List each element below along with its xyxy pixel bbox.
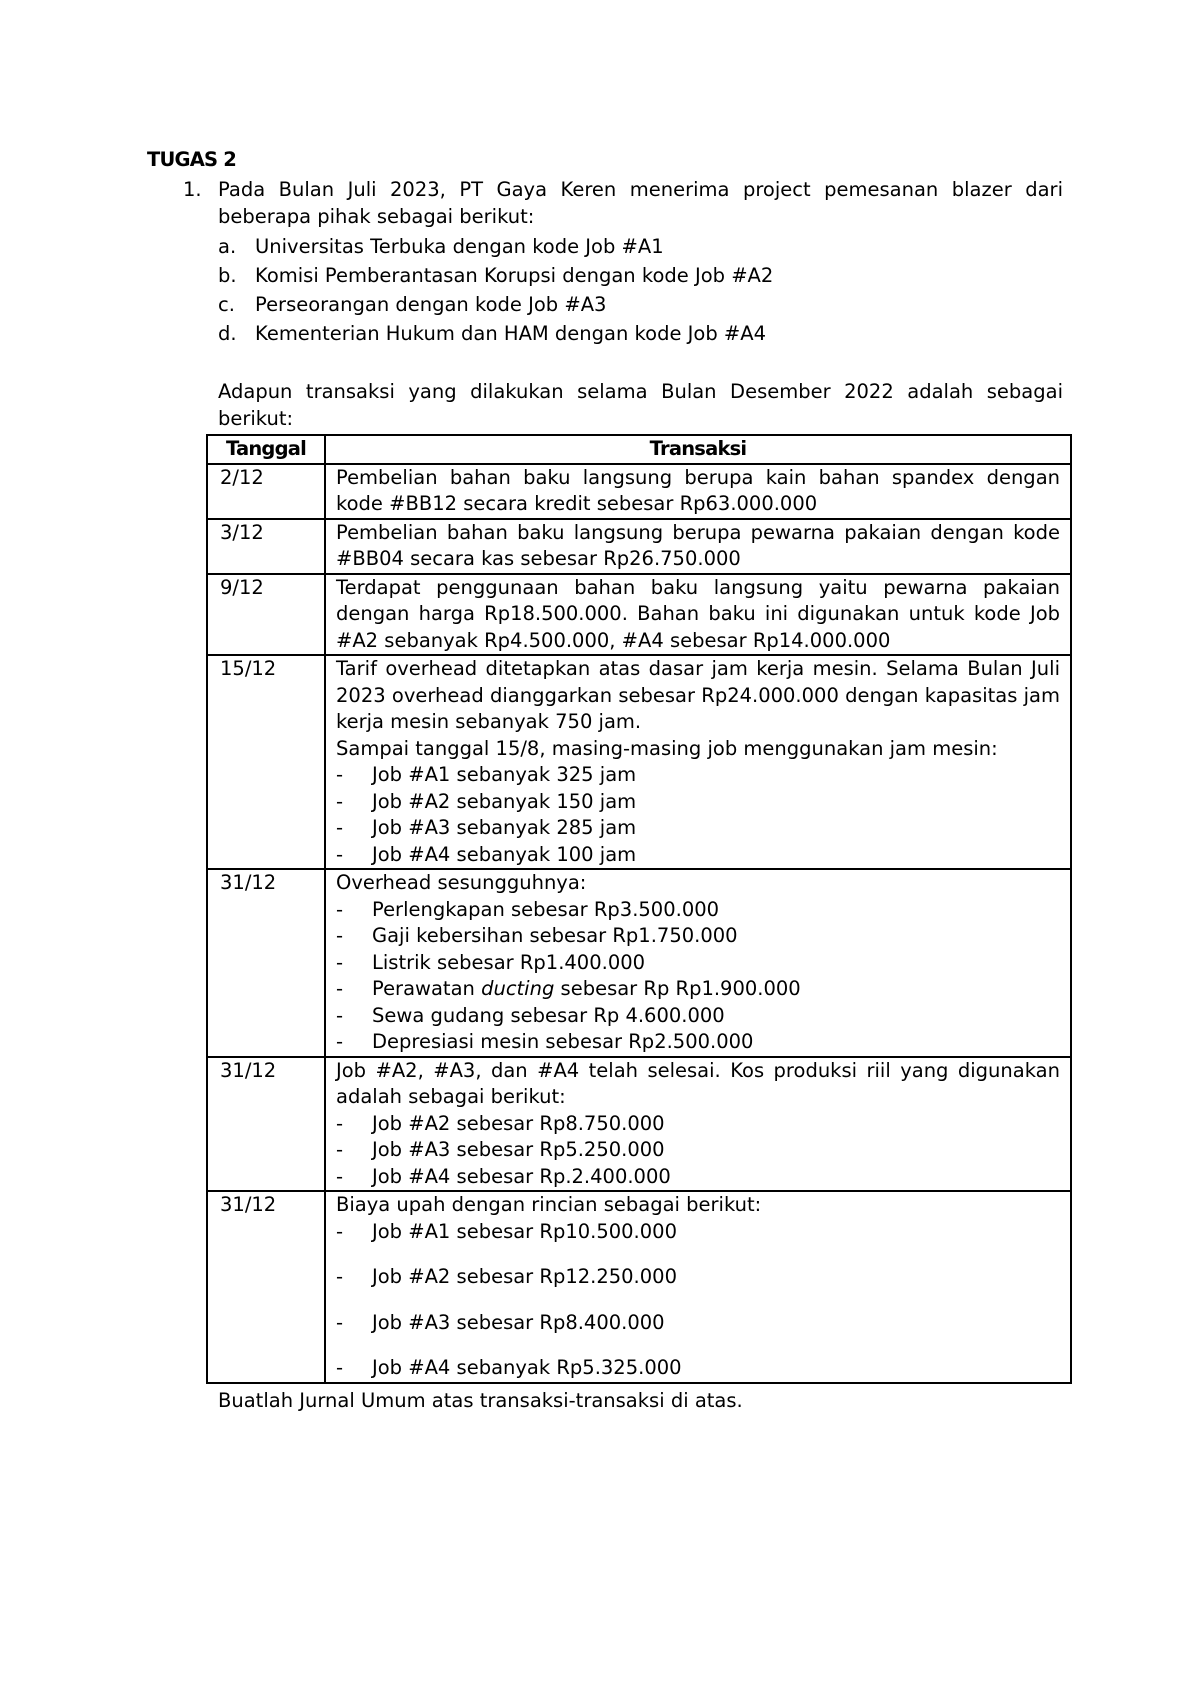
question-text: Pada Bulan Juli 2023, PT Gaya Keren menerima project pemesanan blazer dari beberapa pihak sebagai berikut:: [218, 178, 1063, 228]
transaction-cell: Pembelian bahan baku langsung berupa kain bahan spandex dengan kode #BB12 secara kredit sebesar Rp63.000.000: [325, 464, 1071, 519]
dash-item-text: Job #A4 sebanyak Rp5.325.000: [372, 1356, 682, 1379]
dash-bullet: -: [336, 1164, 344, 1188]
party-text: Kementerian Hukum dan HAM dengan kode Job #A4: [255, 322, 766, 345]
dash-item: [336, 762, 1060, 789]
dash-bullet: -: [336, 1356, 344, 1379]
party-text: Komisi Pemberantasan Korupsi dengan kode Job #A2: [255, 264, 774, 287]
column-header-transaction: Transaksi: [325, 435, 1071, 464]
dash-bullet: -: [336, 1111, 344, 1135]
dash-item-text: Job #A1 sebesar Rp10.500.000: [372, 1219, 677, 1243]
transaction-cell: [325, 869, 1071, 1057]
column-header-date: Tanggal: [207, 435, 325, 464]
dash-item: [336, 1355, 1060, 1382]
question-number: 1.: [183, 178, 202, 201]
party-list: [218, 232, 1063, 348]
ducting-after: sebesar Rp Rp1.900.000: [554, 977, 801, 1000]
dash-bullet: -: [336, 1219, 344, 1243]
date-cell: 3/12: [207, 519, 325, 574]
dash-bullet: -: [336, 897, 344, 921]
dash-item-text: [372, 976, 801, 1003]
transaction-text: Sampai tanggal 15/8, masing-masing job menggunakan jam mesin:: [336, 736, 998, 760]
dash-item: [336, 789, 1060, 816]
list-letter: b.: [218, 264, 237, 287]
dash-item-text: Job #A3 sebesar Rp5.250.000: [372, 1138, 665, 1161]
dash-item-text: Sewa gudang sebesar Rp 4.600.000: [372, 1003, 725, 1027]
instruction-text: Buatlah Jurnal Umum atas transaksi-transaksi di atas.: [218, 1389, 743, 1412]
dash-bullet: -: [336, 1003, 344, 1027]
dash-item: [336, 923, 1060, 950]
dash-item: [336, 1264, 1060, 1291]
dash-item: [336, 1003, 1060, 1030]
intro-paragraph: Adapun transaksi yang dilakukan selama Bulan Desember 2022 adalah sebagai berikut:: [218, 380, 1063, 430]
transaction-cell: Terdapat penggunaan bahan baku langsung yaitu pewarna pakaian dengan harga Rp18.500.000. Bahan baku ini digunakan untuk kode Job #A2 sebanyak Rp4.500.000, #A4 sebesar Rp14.000.000: [325, 574, 1071, 656]
question-1: [183, 177, 1063, 348]
party-text: Perseorangan dengan kode Job #A3: [255, 293, 607, 316]
transaction-cell: Pembelian bahan baku langsung berupa pewarna pakaian dengan kode #BB04 secara kas sebesar Rp26.750.000: [325, 519, 1071, 574]
dash-item-text: Job #A4 sebanyak 100 jam: [372, 842, 637, 866]
transaction-cell: [325, 655, 1071, 869]
dash-item-text: Gaji kebersihan sebesar Rp1.750.000: [372, 924, 738, 947]
dash-bullet: -: [336, 1310, 344, 1334]
transaction-text: Tarif overhead ditetapkan atas dasar jam kerja mesin. Selama Bulan Juli 2023 overhead dianggarkan sebesar Rp24.000.000 dengan kapasitas jam kerja mesin sebanyak 750 jam.: [336, 657, 1060, 733]
dash-item: [336, 950, 1060, 977]
table-row: [207, 464, 1071, 519]
list-item: [218, 290, 1063, 319]
dash-item: [336, 1164, 1060, 1191]
list-item: [218, 261, 1063, 290]
table-row: [207, 1191, 1071, 1383]
dash-item: [336, 1029, 1060, 1056]
table-header-row: [207, 435, 1071, 464]
transaction-cell: [325, 1191, 1071, 1383]
transaction-text: Biaya upah dengan rincian sebagai berikut:: [336, 1193, 762, 1216]
dash-bullet: -: [336, 1265, 344, 1288]
dash-item-text: Job #A2 sebesar Rp8.750.000: [372, 1111, 665, 1135]
dash-bullet: -: [336, 789, 344, 813]
date-cell: 2/12: [207, 464, 325, 519]
dash-item-text: Job #A3 sebanyak 285 jam: [372, 816, 637, 839]
document-title: TUGAS 2: [147, 148, 237, 171]
party-text: Universitas Terbuka dengan kode Job #A1: [255, 235, 664, 258]
table-row: [207, 869, 1071, 1057]
transaction-text: Job #A2, #A3, dan #A4 telah selesai. Kos produksi riil yang digunakan adalah sebagai berikut:: [336, 1058, 1060, 1108]
dash-item: [336, 976, 1060, 1003]
dash-bullet: -: [336, 1030, 344, 1053]
list-letter: a.: [218, 235, 237, 258]
dash-bullet: -: [336, 924, 344, 947]
date-cell: 31/12: [207, 1057, 325, 1192]
dash-item: [336, 1219, 1060, 1246]
dash-bullet: -: [336, 977, 344, 1000]
dash-item-text: Perlengkapan sebesar Rp3.500.000: [372, 897, 720, 921]
list-letter: c.: [218, 293, 235, 316]
dash-item-text: Job #A2 sebesar Rp12.250.000: [372, 1265, 677, 1288]
dash-item-text: Job #A4 sebesar Rp.2.400.000: [372, 1164, 671, 1188]
list-letter: d.: [218, 322, 237, 345]
dash-bullet: -: [336, 1138, 344, 1161]
dash-item: [336, 842, 1060, 869]
dash-item: [336, 1137, 1060, 1164]
date-cell: 31/12: [207, 869, 325, 1057]
dash-item-text: Job #A1 sebanyak 325 jam: [372, 763, 637, 786]
transaction-cell: [325, 1057, 1071, 1192]
table-row: [207, 519, 1071, 574]
table-row: [207, 574, 1071, 656]
list-item: [218, 319, 1063, 348]
dash-bullet: -: [336, 950, 344, 974]
date-cell: 31/12: [207, 1191, 325, 1383]
date-cell: 15/12: [207, 655, 325, 869]
dash-item: [336, 1111, 1060, 1138]
transaction-text: Overhead sesungguhnya:: [336, 871, 587, 894]
dash-item-text: Job #A3 sebesar Rp8.400.000: [372, 1310, 665, 1334]
dash-bullet: -: [336, 816, 344, 839]
date-cell: 9/12: [207, 574, 325, 656]
transaction-table: [206, 434, 1072, 1384]
dash-item-text: Depresiasi mesin sebesar Rp2.500.000: [372, 1030, 754, 1053]
table-row: [207, 1057, 1071, 1192]
dash-bullet: -: [336, 763, 344, 786]
dash-bullet: -: [336, 842, 344, 866]
table-row: [207, 655, 1071, 869]
ducting-before: Perawatan: [372, 977, 482, 1000]
dash-item: [336, 815, 1060, 842]
list-item: [218, 232, 1063, 261]
dash-item-text: Job #A2 sebanyak 150 jam: [372, 789, 637, 813]
dash-item: [336, 897, 1060, 924]
dash-item-text: Listrik sebesar Rp1.400.000: [372, 950, 646, 974]
ducting-italic: ducting: [481, 977, 555, 1000]
dash-item: [336, 1310, 1060, 1337]
